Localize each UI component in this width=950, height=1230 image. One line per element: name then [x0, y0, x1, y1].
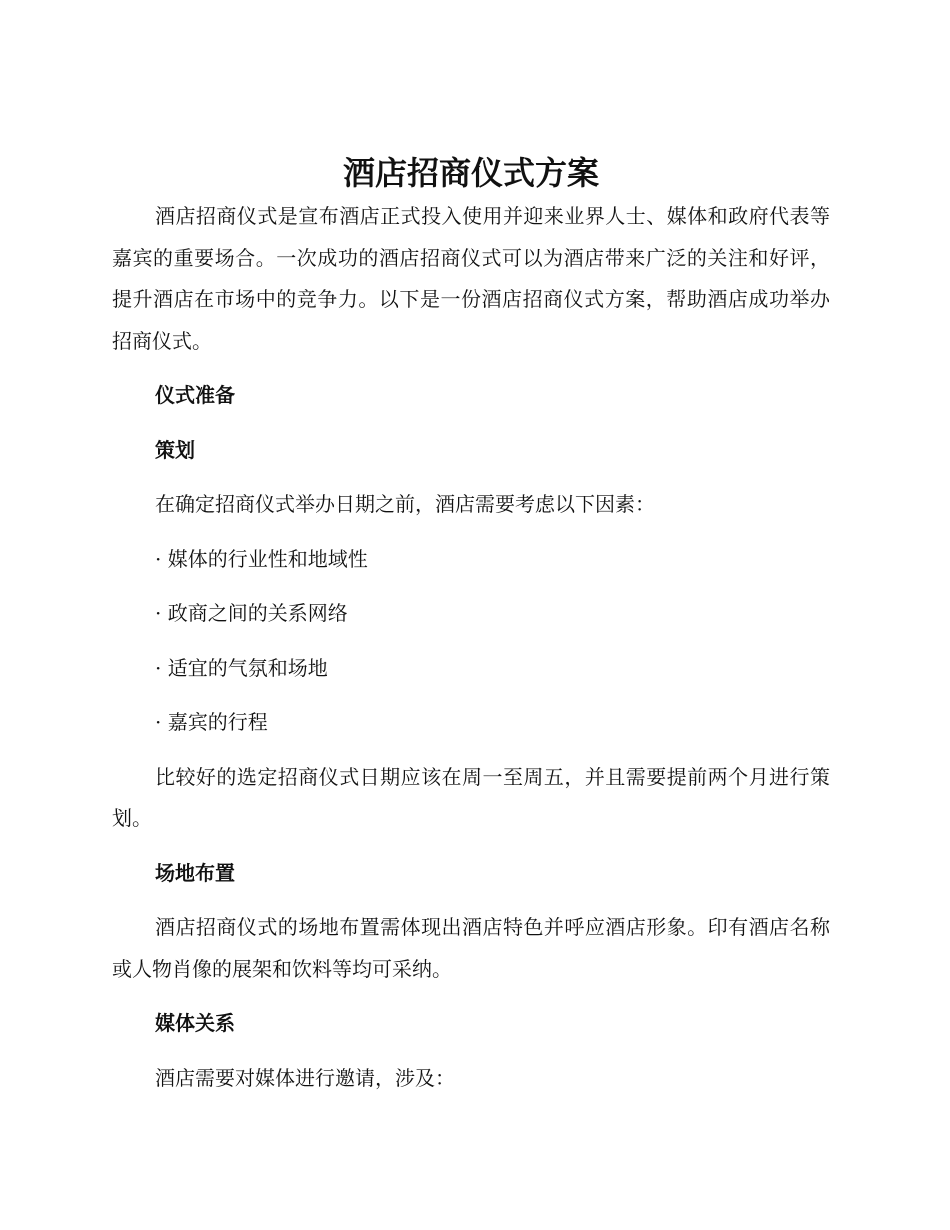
document-title: 酒店招商仪式方案 [342, 154, 599, 192]
document-page [112, 150, 830, 1099]
factor-list-item: · 政商之间的关系网络 [155, 601, 348, 625]
venue-paragraph: 酒店招商仪式的场地布置需体现出酒店特色并呼应酒店形象。印有酒店名称或人物肖像的展架和饮料等均可采纳。 [112, 915, 830, 981]
factor-list-item: · 适宜的气氛和场地 [155, 655, 328, 680]
heading-media-relations: 媒体关系 [155, 1011, 235, 1035]
planning-intro-paragraph: 在确定招商仪式举办日期之前，酒店需要考虑以下因素： [155, 492, 655, 516]
planning-note-paragraph: 比较好的选定招商仪式日期应该在周一至周五，并且需要提前两个月进行策划。 [112, 764, 830, 830]
intro-paragraph: 酒店招商仪式是宣布酒店正式投入使用并迎来业界人士、媒体和政府代表等嘉宾的重要场合。一次成功的酒店招商仪式可以为酒店带来广泛的关注和好评，提升酒店在市场中的竞争力。以下是一份酒店招商仪式方案，帮助酒店成功举办招商仪式。 [112, 204, 830, 353]
heading-ceremony-preparation: 仪式准备 [155, 383, 235, 407]
media-paragraph: 酒店需要对媒体进行邀请，涉及： [155, 1065, 455, 1090]
factor-list-item: · 嘉宾的行程 [155, 710, 268, 734]
heading-planning: 策划 [155, 437, 195, 462]
heading-venue-layout: 场地布置 [155, 860, 235, 885]
factor-list-item: · 媒体的行业性和地域性 [155, 546, 368, 571]
